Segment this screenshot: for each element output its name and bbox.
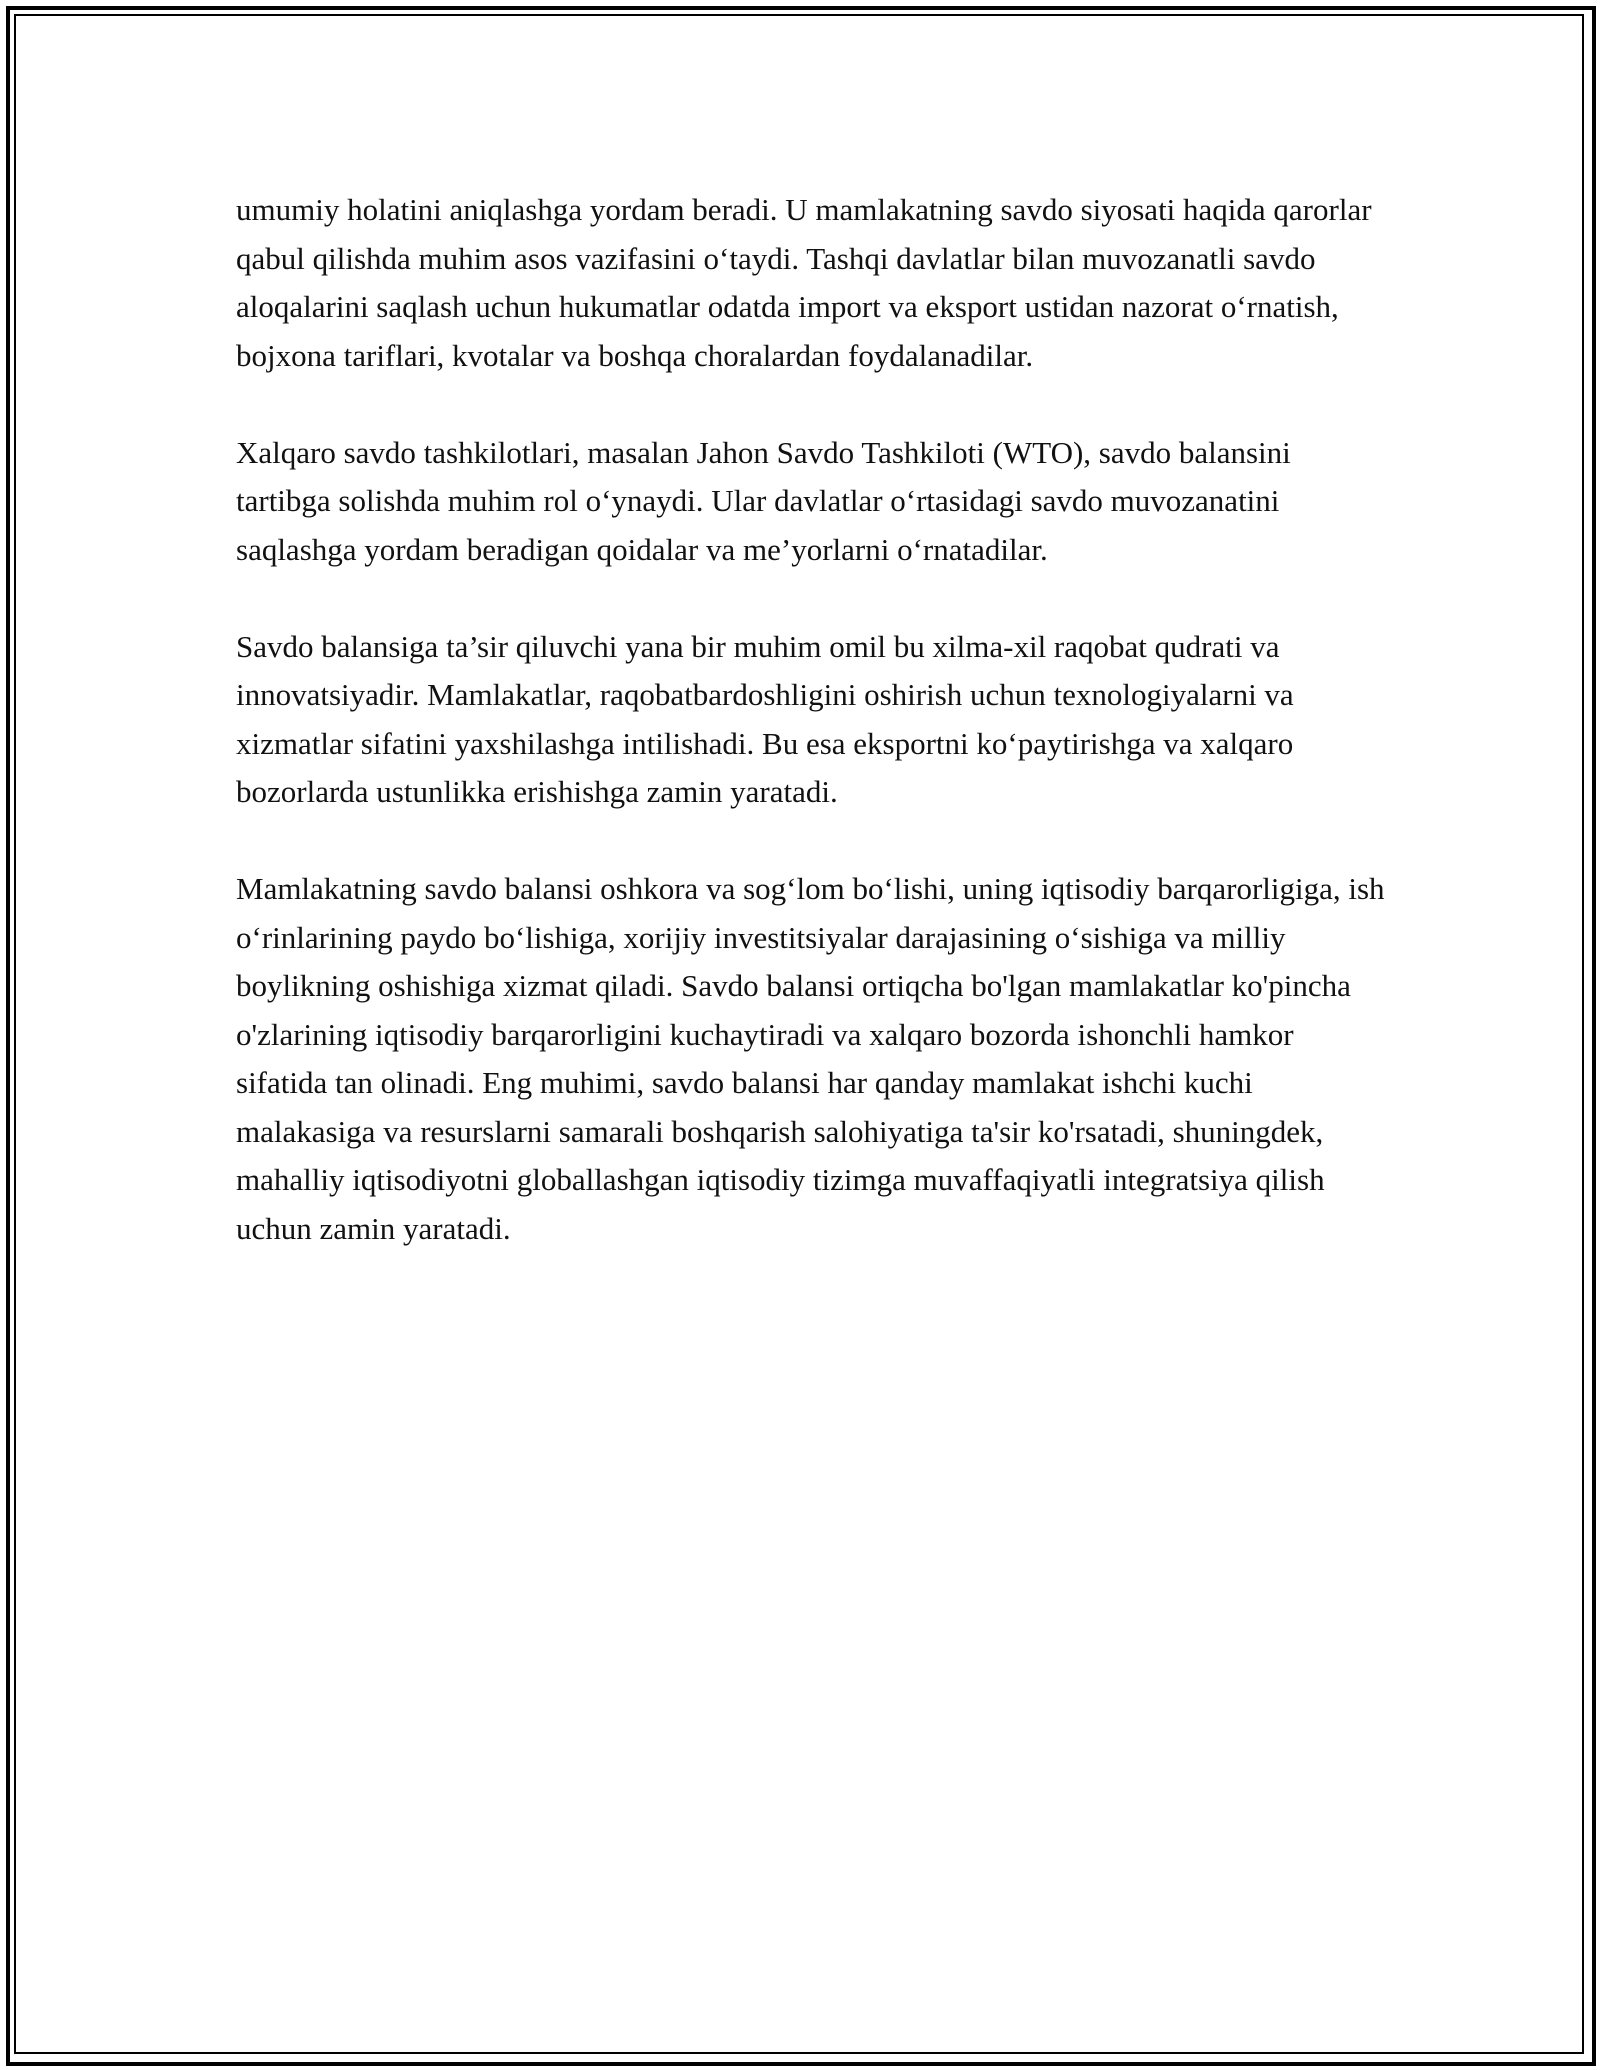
paragraph-2: Xalqaro savdo tashkilotlari, masalan Jahon Savdo Tashkiloti (WTO), savdo balansini tartibga solishda muhim rol o‘ynaydi. Ular davlatlar o‘rtasidagi savdo muvozanatini saqlashga yordam beradigan qoidalar va me’yorlarni o‘rnatadilar. [236,434,1291,567]
paragraph-4: Mamlakatning savdo balansi oshkora va sog‘lom bo‘lishi, uning iqtisodiy barqarorligiga, ish o‘rinlarining paydo bo‘lishiga, xorijiy investitsiyalar darajasining o‘sishiga va milliy boylikning oshishiga xizmat qiladi. Savdo balansi ortiqcha bo'lgan mamlakatlar ko'pincha o'zlarining iqtisodiy barqarorligini kuchaytiradi va xalqaro bozorda ishonchli hamkor sifatida tan olinadi. Eng muhimi, savdo balansi har qanday mamlakat ishchi kuchi malakasiga va resurslarni samarali boshqarish salohiyatiga ta'sir ko'rsatadi, shuningdek, mahalliy iqtisodiyotni globallashgan iqtisodiy tizimga muvaffaqiyatli integratsiya qilish uchun zamin yaratadi. [236,871,1385,1246]
document-body [236,186,1386,1302]
paragraph-1: umumiy holatini aniqlashga yordam beradi. U mamlakatning savdo siyosati haqida qarorlar qabul qilishda muhim asos vazifasini o‘taydi. Tashqi davlatlar bilan muvozanatli savdo aloqalarini saqlash uchun hukumatlar odatda import va eksport ustidan nazorat o‘rnatish, bojxona tariflari, kvotalar va boshqa choralardan foydalanadilar. [236,192,1372,373]
paragraph-3: Savdo balansiga ta’sir qiluvchi yana bir muhim omil bu xilma-xil raqobat qudrati va innovatsiyadir. Mamlakatlar, raqobatbardoshligini oshirish uchun texnologiyalarni va xizmatlar sifatini yaxshilashga intilishadi. Bu esa eksportni ko‘paytirishga va xalqaro bozorlarda ustunlikka erishishga zamin yaratadi. [236,628,1294,809]
